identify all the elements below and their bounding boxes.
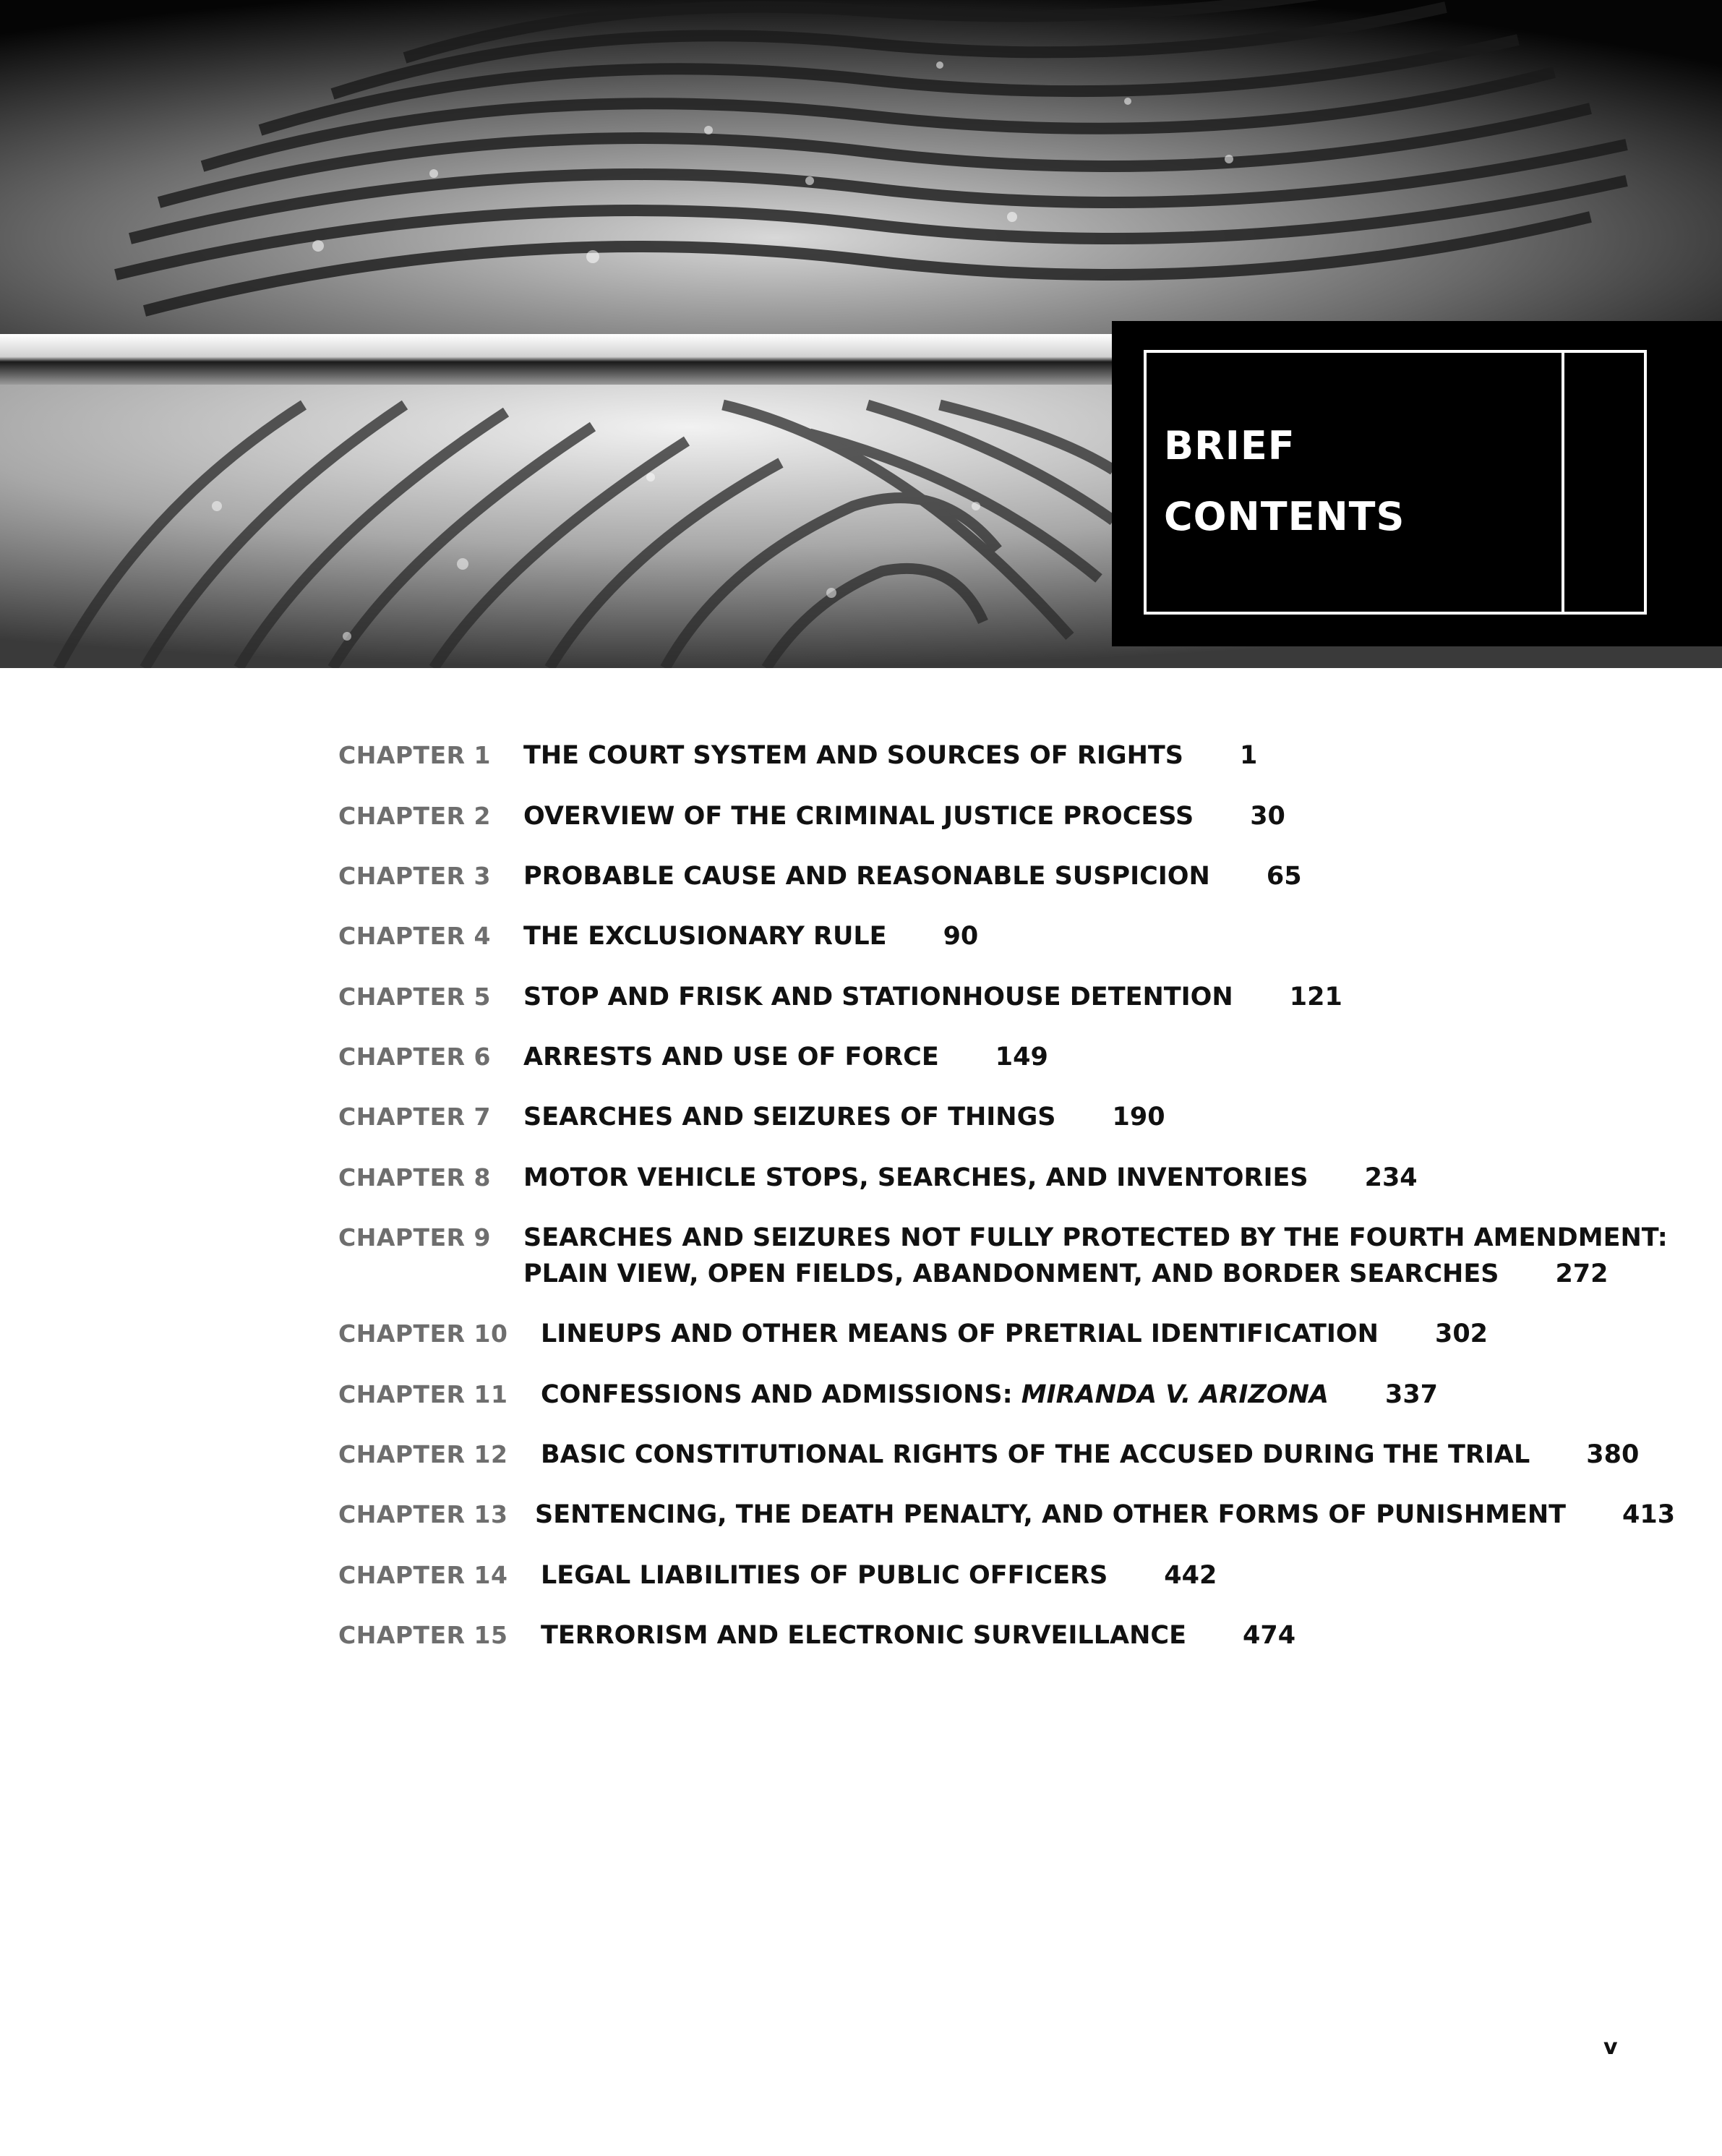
chapter-title: MOTOR VEHICLE STOPS, SEARCHES, AND INVENTORIES 234	[523, 1160, 1418, 1196]
page-number: 65	[1266, 862, 1302, 891]
chapter-label: CHAPTER 12	[338, 1440, 508, 1468]
page-number: 474	[1243, 1621, 1296, 1650]
chapter-label: CHAPTER 13	[338, 1500, 508, 1528]
chapter-title: OVERVIEW OF THE CRIMINAL JUSTICE PROCESS 30	[523, 798, 1285, 834]
chapter-title: PROBABLE CAUSE AND REASONABLE SUSPICION 65	[523, 858, 1302, 894]
page-number: 30	[1250, 802, 1285, 831]
chapter-label: CHAPTER 15	[338, 1621, 508, 1649]
chapter-title: SEARCHES AND SEIZURES NOT FULLY PROTECTED BY THE FOURTH AMENDMENT: PLAIN VIEW, OPEN FIELDS, ABANDONMENT, AND BORDER SEARCHES 272	[523, 1220, 1668, 1292]
chapter-title: BASIC CONSTITUTIONAL RIGHTS OF THE ACCUSED DURING THE TRIAL 380	[541, 1437, 1639, 1473]
chapter-label: CHAPTER 9	[338, 1223, 491, 1252]
title-frame-divider	[1562, 353, 1564, 612]
chapter-title: THE COURT SYSTEM AND SOURCES OF RIGHTS 1	[523, 737, 1257, 774]
chapter-title: SEARCHES AND SEIZURES OF THINGS 190	[523, 1099, 1165, 1135]
chapter-title: SENTENCING, THE DEATH PENALTY, AND OTHER FORMS OF PUNISHMENT 413	[535, 1497, 1675, 1533]
chapter-title: CONFESSIONS AND ADMISSIONS: MIRANDA V. ARIZONA 337	[541, 1377, 1438, 1413]
page-number: 190	[1112, 1103, 1165, 1132]
page-number: 442	[1164, 1561, 1217, 1590]
page-number: 121	[1289, 983, 1342, 1011]
page-title	[1164, 411, 1405, 552]
chapter-label: CHAPTER 5	[338, 983, 491, 1011]
chapter-label: CHAPTER 10	[338, 1319, 508, 1348]
page-number: 90	[943, 922, 979, 951]
page-number: 337	[1384, 1380, 1439, 1409]
title-box	[1112, 321, 1722, 646]
chapter-title: TERRORISM AND ELECTRONIC SURVEILLANCE 474	[541, 1617, 1295, 1654]
chapter-label: CHAPTER 14	[338, 1561, 508, 1589]
chapter-label: CHAPTER 6	[338, 1043, 491, 1071]
page-number: 380	[1586, 1440, 1640, 1469]
page-title-line-2: CONTENTS	[1164, 494, 1405, 539]
chapter-label: CHAPTER 1	[338, 741, 491, 769]
chapter-title: LINEUPS AND OTHER MEANS OF PRETRIAL IDENTIFICATION 302	[541, 1316, 1488, 1352]
chapter-title: LEGAL LIABILITIES OF PUBLIC OFFICERS 442	[541, 1557, 1217, 1594]
page-number: 149	[995, 1043, 1048, 1071]
title-frame	[1144, 350, 1647, 615]
page-title-line-1: BRIEF	[1164, 423, 1295, 469]
chapter-label: CHAPTER 11	[338, 1380, 508, 1408]
page-number: 302	[1434, 1319, 1488, 1348]
page-number: 234	[1364, 1163, 1418, 1192]
chapter-label: CHAPTER 3	[338, 862, 491, 890]
chapter-label: CHAPTER 8	[338, 1163, 491, 1192]
page-number: 413	[1622, 1500, 1676, 1529]
page-folio: v	[1603, 2035, 1618, 2060]
page-number: 272	[1555, 1259, 1609, 1288]
page-number: 1	[1239, 741, 1258, 770]
chapter-label: CHAPTER 4	[338, 922, 491, 950]
chapter-label: CHAPTER 7	[338, 1103, 491, 1131]
chapter-title: STOP AND FRISK AND STATIONHOUSE DETENTION 121	[523, 979, 1342, 1015]
fingerprint-banner	[0, 0, 1722, 668]
chapter-title: THE EXCLUSIONARY RULE 90	[523, 918, 978, 954]
chapter-label: CHAPTER 2	[338, 802, 491, 830]
chapter-title: ARRESTS AND USE OF FORCE 149	[523, 1039, 1048, 1075]
